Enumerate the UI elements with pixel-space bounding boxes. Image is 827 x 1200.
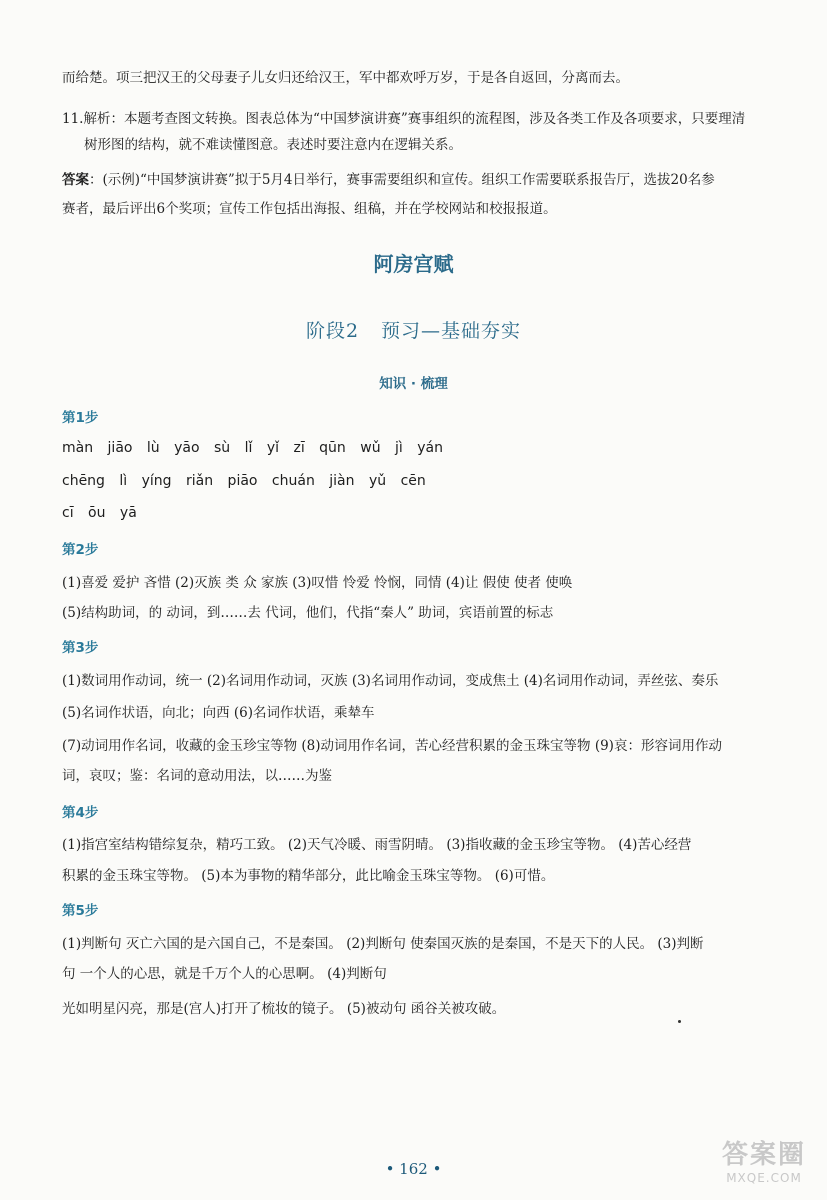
- answer-text: ：(示例)“中国梦演讲赛”拟于5月4日举行，赛事需要组织和宣传。组织工作需要联系报告厅，选拔20名参: [89, 172, 715, 188]
- text-line: 11.解析：本题考查图文转换。图表总体为“中国梦演讲赛”赛事组织的流程图，涉及各类工作及各项要求，只要理清: [62, 111, 746, 127]
- page-number: • 162 •: [385, 1160, 442, 1178]
- text-line: 句 一个人的心思，就是千万个人的心思啊。 (4)判断句: [62, 966, 387, 982]
- stage-heading: [0, 316, 827, 343]
- subsection-title: 知识 · 梳理: [379, 376, 448, 392]
- step-4-label: 第4步: [62, 805, 99, 821]
- watermark-logo: [709, 1134, 819, 1194]
- text-line: 光如明星闪亮，那是(宫人)打开了梳妆的镜子。 (5)被动句 函谷关被攻破。: [62, 1001, 506, 1017]
- step-2-label: 第2步: [62, 542, 99, 558]
- text-line: (1)判断句 灭亡六国的是六国自己，不是秦国。 (2)判断句 使秦国灭族的是秦国，不是天下的人民。 (3)判断: [62, 936, 704, 952]
- text-line: (5)结构助词，的 动词，到……去 代词，他们，代指“秦人” 助词，宾语前置的标志: [62, 605, 554, 621]
- speck: [678, 1020, 681, 1023]
- text-line: 赛者，最后评出6个奖项；宣传工作包括出海报、组稿，并在学校网站和校报报道。: [62, 201, 557, 217]
- watermark-small: MXQE.COM: [726, 1171, 802, 1185]
- pinyin-line: màn jiāo lù yāo sù lǐ yǐ zī qūn wǔ jì yán: [62, 440, 443, 456]
- step-5-label: 第5步: [62, 903, 99, 919]
- section-title: 阿房宫赋: [373, 252, 454, 276]
- text-line: (1)数词用作动词，统一 (2)名词用作动词，灭族 (3)名词用作动词，变成焦土 (4)名词用作动词，弄丝弦、奏乐: [62, 673, 719, 689]
- watermark-big: 答案圈: [721, 1140, 806, 1170]
- stage-label: 阶段2: [305, 320, 360, 342]
- stage-title: 预习—基础夯实: [381, 320, 522, 342]
- answer-line: [62, 170, 715, 190]
- text-line: (1)喜爱 爱护 吝惜 (2)灭族 类 众 家族 (3)叹惜 怜爱 怜悯，同情 (4)让 假使 使者 使唤: [62, 575, 573, 591]
- text-line: 词，哀叹；鉴：名词的意动用法，以……为鉴: [62, 768, 332, 784]
- text-line: (7)动词用作名词，收藏的金玉珍宝等物 (8)动词用作名词，苦心经营积累的金玉珠宝等物 (9)哀：形容词用作动: [62, 738, 722, 754]
- pinyin-line: cī ōu yā: [62, 505, 137, 521]
- text-line: 而给楚。项三把汉王的父母妻子儿女归还给汉王，军中都欢呼万岁，于是各自返回，分离而去。: [62, 70, 629, 86]
- text-line: 树形图的结构，就不难读懂图意。表述时要注意内在逻辑关系。: [84, 137, 462, 153]
- answer-label: 答案: [62, 172, 89, 188]
- text-line: (5)名词作状语，向北；向西 (6)名词作状语，乘辇车: [62, 705, 375, 721]
- step-1-label: 第1步: [62, 410, 99, 426]
- text-line: (1)指宫室结构错综复杂，精巧工致。 (2)天气冷暖、雨雪阴晴。 (3)指收藏的金玉珍宝等物。 (4)苦心经营: [62, 837, 692, 853]
- step-3-label: 第3步: [62, 640, 99, 656]
- text-line: 积累的金玉珠宝等物。 (5)本为事物的精华部分，此比喻金玉珠宝等物。 (6)可惜。: [62, 868, 555, 884]
- pinyin-line: chēng lì yíng riǎn piāo chuán jiàn yǔ cēn: [62, 473, 426, 489]
